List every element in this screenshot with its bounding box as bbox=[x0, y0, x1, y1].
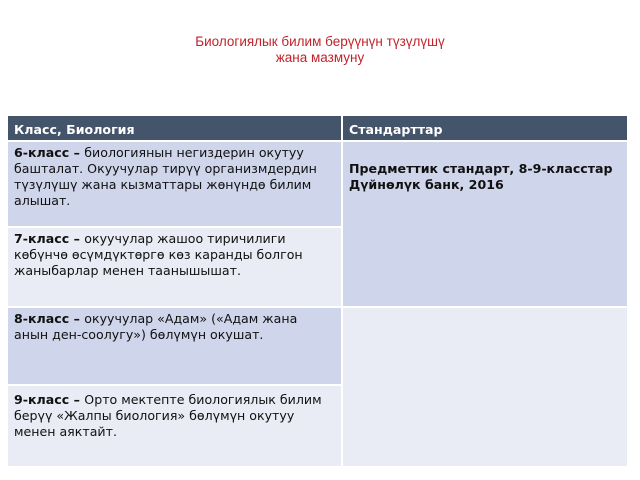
grade-separator: – bbox=[69, 145, 85, 160]
header-label: Стандарттар bbox=[349, 122, 443, 137]
slide-title bbox=[0, 34, 640, 66]
grade-label: 9-класс bbox=[14, 392, 70, 407]
grade-label: 8-класс bbox=[14, 311, 70, 326]
standards-table bbox=[8, 116, 627, 466]
title-line-1: Биологиялык билим берүүнүн түзүлүшү bbox=[195, 34, 445, 49]
header-label: Класс, Биология bbox=[14, 122, 135, 137]
table-row bbox=[8, 386, 341, 466]
table-row bbox=[8, 308, 341, 384]
grade-description: окуучулар жашоо тиричилиги көбүнчө өсүмдүктөргө көз каранды болгон жаныбарлар менен таанышышат. bbox=[14, 231, 303, 278]
grade-separator: – bbox=[69, 392, 85, 407]
header-strip bbox=[343, 116, 627, 140]
grade-separator: – bbox=[69, 311, 85, 326]
table-row bbox=[8, 142, 341, 226]
standard-text: Предметтик стандарт, 8-9-класстар Дүйнөлүк банк, 2016 bbox=[349, 161, 613, 192]
standard-cell bbox=[343, 142, 627, 306]
grade-label: 7-класс bbox=[14, 231, 70, 246]
table-row bbox=[8, 228, 341, 306]
grade-description: окуучулар «Адам» («Адам жана анын ден-соолугу») бөлүмүн окушат. bbox=[14, 311, 298, 342]
header-class-biology bbox=[8, 116, 341, 140]
title-line-2: жана мазмуну bbox=[275, 50, 365, 65]
standard-empty-cell bbox=[343, 308, 627, 466]
grade-separator: – bbox=[69, 231, 85, 246]
grade-description: биологиянын негиздерин окутуу башталат. Окуучулар тирүү организмдердин түзүлүшү жана кызматтары жөнүндө билим алышат. bbox=[14, 145, 317, 208]
grade-label: 6-класс bbox=[14, 145, 70, 160]
grade-description: Орто мектепте биологиялык билим берүү «Жалпы биология» бөлүмүн окутуу менен аяктайт. bbox=[14, 392, 322, 439]
